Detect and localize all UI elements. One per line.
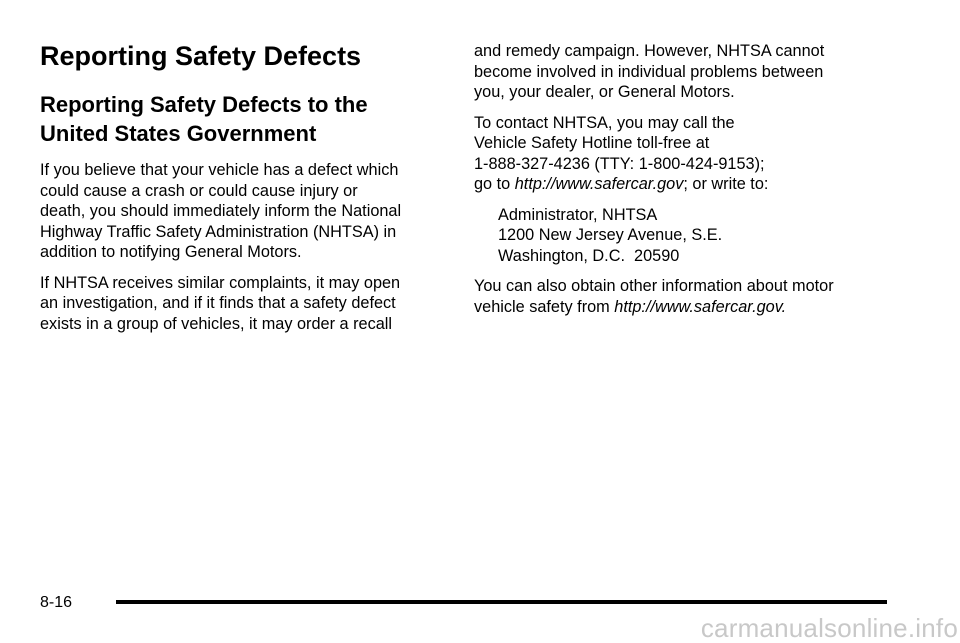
text-line: become involved in individual problems between <box>474 62 824 81</box>
address-line: 1200 New Jersey Avenue, S.E. <box>498 226 723 244</box>
text-line: death, you should immediately inform the National <box>40 202 402 220</box>
text-line: Vehicle Safety Hotline toll-free at <box>474 134 710 152</box>
text-line: addition to notifying General Motors. <box>40 243 302 261</box>
paragraph-investigation <box>40 273 440 335</box>
paragraph-remedy-campaign <box>474 41 894 103</box>
paragraph-more-info <box>474 276 894 317</box>
text-line <box>474 174 894 195</box>
paragraph-defect-notice <box>40 160 440 263</box>
text-line: Highway Traffic Safety Administration (NHTSA) in <box>40 222 397 241</box>
text-line: If you believe that your vehicle has a defect which <box>40 161 399 179</box>
text-line: could cause a crash or could cause injury or <box>40 181 358 200</box>
safercar-link[interactable]: http://www.safercar.gov <box>514 175 684 193</box>
hotline-numbers: 1-888-327-4236 (TTY: 1-800-424-9153); <box>474 154 765 173</box>
mailing-address <box>498 205 894 267</box>
text-line: you, your dealer, or General Motors. <box>474 83 735 101</box>
address-line: Administrator, NHTSA <box>498 205 658 224</box>
watermark: carmanualsonline.info <box>700 613 958 643</box>
paragraph-contact-nhtsa <box>474 113 894 195</box>
section-heading-line-2: United States Government <box>40 121 317 146</box>
safercar-link-2[interactable]: http://www.safercar.gov. <box>614 297 787 316</box>
text-fragment: ; or write to: <box>683 175 769 193</box>
text-line: an investigation, and if it finds that a safety defect <box>40 294 396 312</box>
right-column <box>474 41 894 327</box>
left-column <box>40 38 440 344</box>
section-heading-line-1: Reporting Safety Defects to the <box>40 92 368 117</box>
footer-rule <box>116 600 887 604</box>
text-line: If NHTSA receives similar complaints, it may open <box>40 273 401 292</box>
text-fragment: vehicle safety from <box>474 297 615 316</box>
page-title: Reporting Safety Defects <box>40 41 362 71</box>
text-line: To contact NHTSA, you may call the <box>474 113 735 132</box>
text-line: exists in a group of vehicles, it may order a recall <box>40 314 393 333</box>
address-line: Washington, D.C. 20590 <box>498 246 680 265</box>
text-line <box>474 297 894 318</box>
section-heading <box>40 90 440 148</box>
page-number: 8-16 <box>40 594 73 611</box>
text-line: and remedy campaign. However, NHTSA cannot <box>474 42 825 60</box>
text-fragment: go to <box>474 175 515 193</box>
text-line: You can also obtain other information about motor <box>474 277 834 295</box>
